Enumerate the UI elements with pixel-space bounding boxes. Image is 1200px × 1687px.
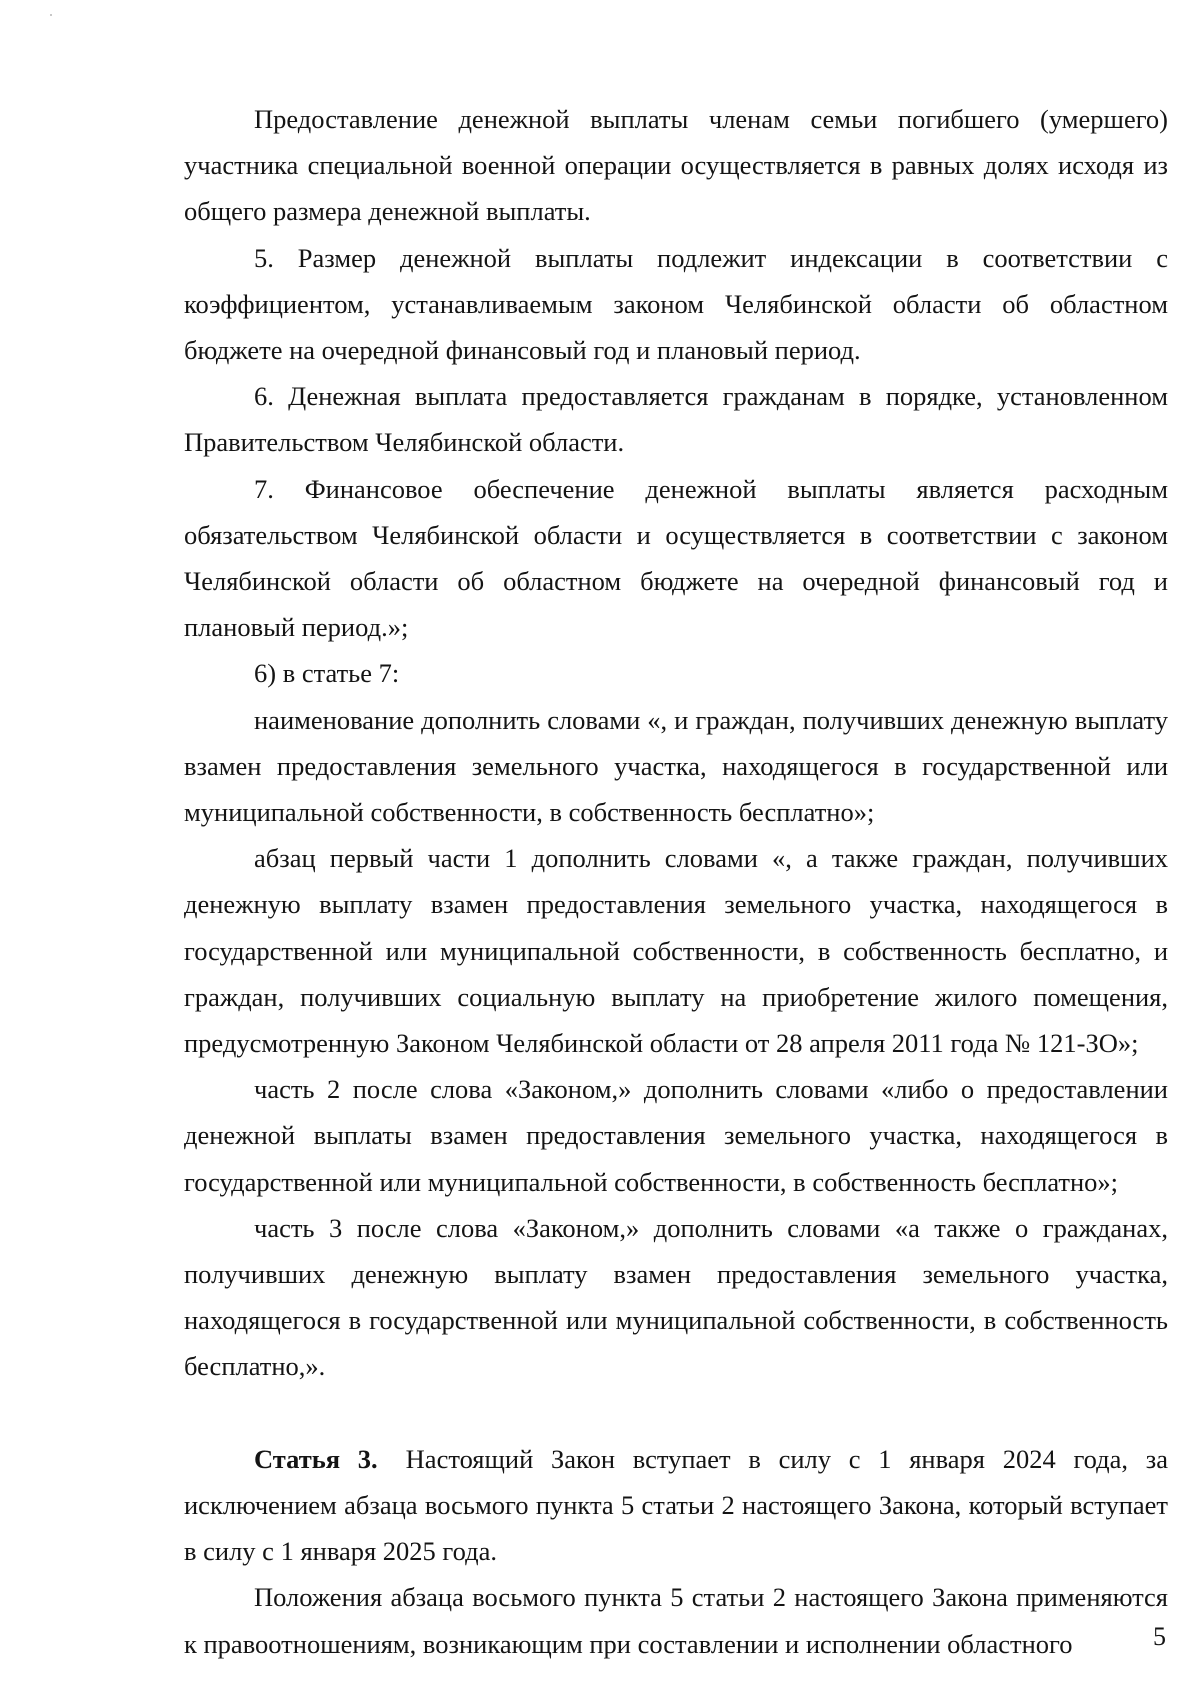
paragraph-part2-amendment: часть 2 после слова «Законом,» дополнить словами «либо о предоставлении денежной выплаты взамен предоставления земельного участка, находящегося в государственной или муниципальной собственности, в собственность бесплатно»; <box>184 1074 1168 1197</box>
paragraph-item-5: 5. Размер денежной выплаты подлежит индексации в соответствии с коэффициентом, устанавливаемым законом Челябинской области об областном бюджете на очередной финансовый год и плановый период. <box>184 242 1168 366</box>
paragraph-title-amendment: наименование дополнить словами «, и граждан, получивших денежную выплату взамен предоставления земельного участка, находящегося в государственной или муниципальной собственности, в собственность бесплатно»; <box>184 704 1168 828</box>
document-body <box>184 96 1168 1667</box>
paragraph-part1-amendment: абзац первый части 1 дополнить словами «, а также граждан, получивших денежную выплату взамен предоставления земельного участка, находящегося в государственной или муниципальной собственности, в собственность бесплатно, и граждан, получивших социальную выплату на приобретение жилого помещения, предусмотренную Законом Челябинской области от 28 апреля 2011 года № 121-ЗО»; <box>184 843 1168 1059</box>
page-number: 5 <box>1153 1622 1166 1651</box>
paragraph-item-7: 7. Финансовое обеспечение денежной выплаты является расходным обязательством Челябинской области и осуществляется в соответствии с законом Челябинской области об областном бюджете на очередной финансовый год и плановый период.»; <box>184 473 1168 643</box>
paragraph-final: Положения абзаца восьмого пункта 5 статьи 2 настоящего Закона применяются к правоотношениям, возникающим при составлении и исполнении областного <box>184 1582 1168 1659</box>
article-3-paragraph <box>184 1436 1168 1575</box>
paragraph-subitem-6: 6) в статье 7: <box>254 658 400 689</box>
article-3-text: Настоящий Закон вступает в силу с 1 января 2024 года, за исключением абзаца восьмого пункта 5 статьи 2 настоящего Закона, который вступает в силу с 1 января 2025 года. <box>184 1443 1168 1567</box>
scan-artifact <box>50 14 52 16</box>
paragraph-part3-amendment: часть 3 после слова «Законом,» дополнить словами «а также о гражданах, получивших денежную выплату взамен предоставления земельного участка, находящегося в государственной или муниципальной собственности, в собственность бесплатно,». <box>184 1212 1168 1382</box>
paragraph-item-6: 6. Денежная выплата предоставляется гражданам в порядке, установленном Правительством Челябинской области. <box>184 381 1168 458</box>
article-3-label: Статья 3. <box>254 1443 378 1474</box>
paragraph-family-share: Предоставление денежной выплаты членам семьи погибшего (умершего) участника специальной военной операции осуществляется в равных долях исходя из общего размера денежной выплаты. <box>184 104 1168 227</box>
